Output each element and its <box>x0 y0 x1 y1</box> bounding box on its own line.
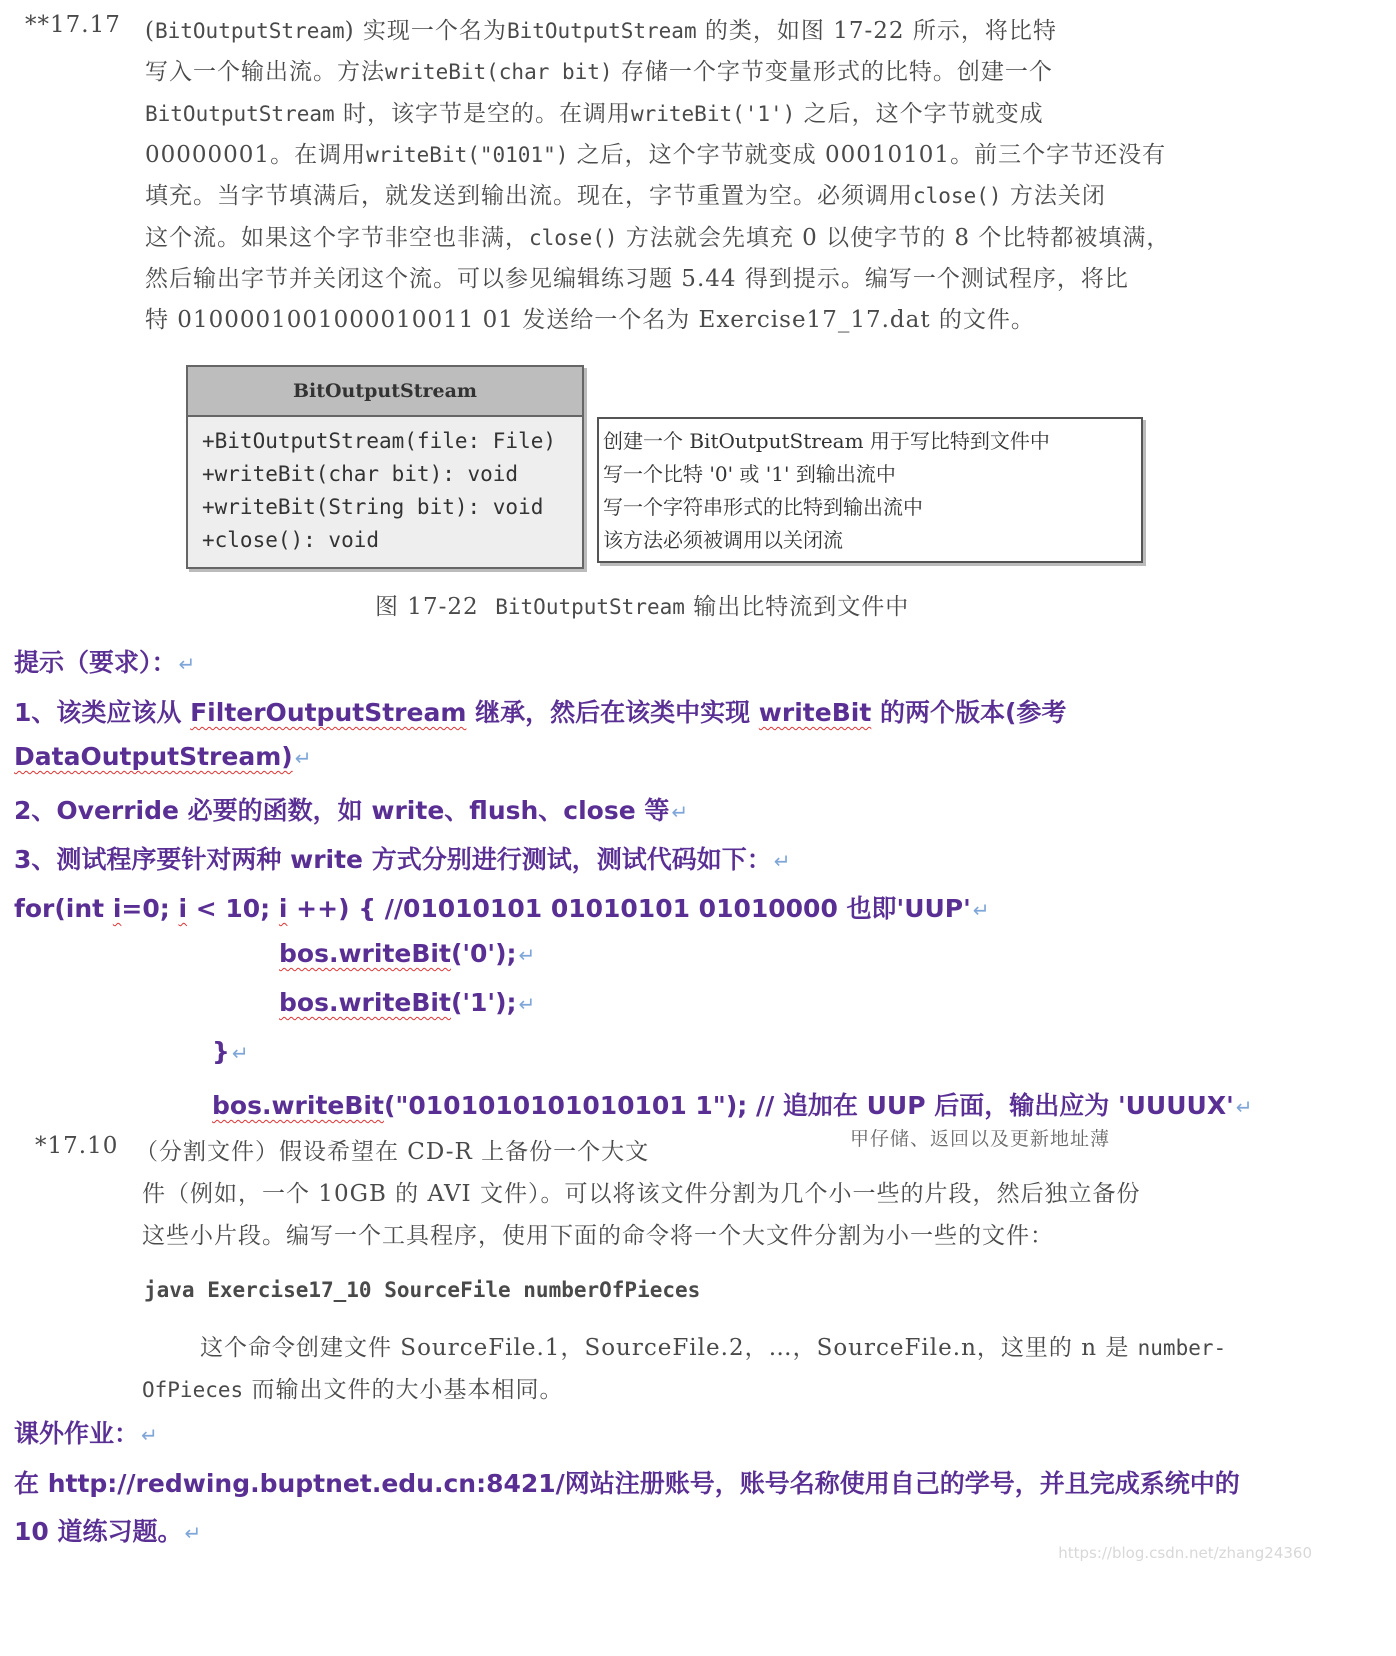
exercise-17-10-line: OfPieces 而输出文件的大小基本相同。 <box>142 1377 564 1403</box>
return-mark-icon: ↵ <box>518 992 536 1016</box>
return-mark-icon: ↵ <box>671 800 689 824</box>
uml-member: +BitOutputStream(file: File) <box>202 429 557 453</box>
exercise-17-17-line: 00000001。在调用writeBit("0101") 之后，这个字节就变成 00010101。前三个字节还没有 <box>145 141 1167 168</box>
exercise-17-10-line: 件（例如，一个 10GB 的 AVI 文件）。可以将该文件分割为几个小一些的片段，然后独立备份 <box>142 1181 1141 1207</box>
return-mark-icon: ↵ <box>1235 1095 1253 1119</box>
command-line: java Exercise17_10 SourceFile numberOfPieces <box>144 1278 701 1302</box>
exercise-number: *17.10 <box>35 1133 119 1159</box>
exercise-17-17-line: 填充。当字节填满后，就发送到输出流。现在，字节重置为空。必须调用close() 方法关闭 <box>145 183 1106 210</box>
watermark: https://blog.csdn.net/zhang24360 <box>1058 1544 1312 1562</box>
uml-description: 该方法必须被调用以关闭流 <box>603 528 843 552</box>
return-mark-icon: ↵ <box>184 1521 202 1545</box>
caption-number: 图 17-22 <box>375 594 479 620</box>
exercise-17-17-line: BitOutputStream 时，该字节是空的。在调用writeBit('1') 之后，这个字节就变成 <box>145 100 1044 127</box>
homework-line: 在 http://redwing.buptnet.edu.cn:8421/网站注册账号，账号名称使用自己的学号，并且完成系统中的 <box>14 1469 1240 1498</box>
uml-class-name: BitOutputStream <box>188 367 582 417</box>
hint-3: 3、测试程序要针对两种 write 方式分别进行测试，测试代码如下： ↵ <box>14 845 791 874</box>
exercise-17-17-line: (BitOutputStream) 实现一个名为BitOutputStream 的类，如图 17-22 所示，将比特 <box>145 18 1057 44</box>
hints-title: 提示（要求）： ↵ <box>14 648 196 677</box>
hint-2: 2、Override 必要的函数，如 write、flush、close 等 ↵ <box>14 796 689 825</box>
code-line-write1: bos.writeBit('1'); ↵ <box>279 988 536 1017</box>
exercise-17-10-line: 这些小片段。编写一个工具程序，使用下面的命令将一个大文件分割为小一些的文件： <box>142 1223 1054 1249</box>
uml-member: +writeBit(String bit): void <box>202 495 544 519</box>
return-mark-icon: ↵ <box>231 1041 249 1065</box>
return-mark-icon: ↵ <box>773 849 791 873</box>
code-line-writestring: bos.writeBit("0101010101010101 1"); // 追加在 UUP 后面，输出应为 'UUUUX' ↵ <box>212 1091 1253 1120</box>
homework-title: 课外作业： ↵ <box>14 1419 158 1448</box>
exercise-17-17-line: 然后输出字节并关闭这个流。可以参见编辑练习题 5.44 得到提示。编写一个测试程序，将比 <box>145 265 1129 292</box>
uml-member: +writeBit(char bit): void <box>202 462 519 486</box>
homework-line: 10 道练习题。 ↵ <box>14 1517 202 1546</box>
figure-caption <box>375 588 909 621</box>
exercise-17-10-line: 这个命令创建文件 SourceFile.1，SourceFile.2，…，SourceFile.n，这里的 n 是 number- <box>200 1335 1227 1361</box>
code-line-brace: } ↵ <box>212 1037 249 1066</box>
return-mark-icon: ↵ <box>141 1423 158 1447</box>
uml-description: 写一个比特 '0' 或 '1' 到输出流中 <box>603 462 896 486</box>
return-mark-icon: ↵ <box>518 943 536 967</box>
code-line-for: for(int i=0; i < 10; i ++) { //01010101 01010101 01010000 也即'UUP' ↵ <box>14 894 990 923</box>
uml-members <box>188 417 582 565</box>
hint-1-cont: DataOutputStream) ↵ <box>14 742 312 771</box>
caption-code: BitOutputStream <box>495 595 685 619</box>
uml-description-box <box>597 417 1143 563</box>
uml-description: 写一个字符串形式的比特到输出流中 <box>603 495 923 519</box>
caption-text: 输出比特流到文件中 <box>684 594 910 620</box>
page-fragment: 甲仔储、返回以及更新地址薄 <box>850 1128 1111 1150</box>
code-line-write0: bos.writeBit('0'); ↵ <box>279 939 536 968</box>
uml-member: +close(): void <box>202 528 380 552</box>
return-mark-icon: ↵ <box>294 746 312 770</box>
exercise-17-10-line: （分割文件）假设希望在 CD-R 上备份一个大文 <box>135 1139 650 1165</box>
exercise-number: **17.17 <box>25 12 121 38</box>
exercise-17-17-line: 特 0100001001000010011 01 发送给一个名为 Exercise17_17.dat 的文件。 <box>145 307 1035 334</box>
uml-description: 创建一个 BitOutputStream 用于写比特到文件中 <box>603 429 1050 453</box>
return-mark-icon: ↵ <box>178 652 196 676</box>
hint-1: 1、该类应该从 FilterOutputStream 继承，然后在该类中实现 writeBit 的两个版本(参考 <box>14 698 1067 727</box>
uml-class-box <box>186 365 584 569</box>
return-mark-icon: ↵ <box>972 898 990 922</box>
exercise-17-17-line: 这个流。如果这个字节非空也非满，close() 方法就会先填充 0 以使字节的 8 个比特都被填满， <box>145 224 1171 251</box>
exercise-17-17-line: 写入一个输出流。方法writeBit(char bit) 存储一个字节变量形式的比特。创建一个 <box>145 59 1053 86</box>
